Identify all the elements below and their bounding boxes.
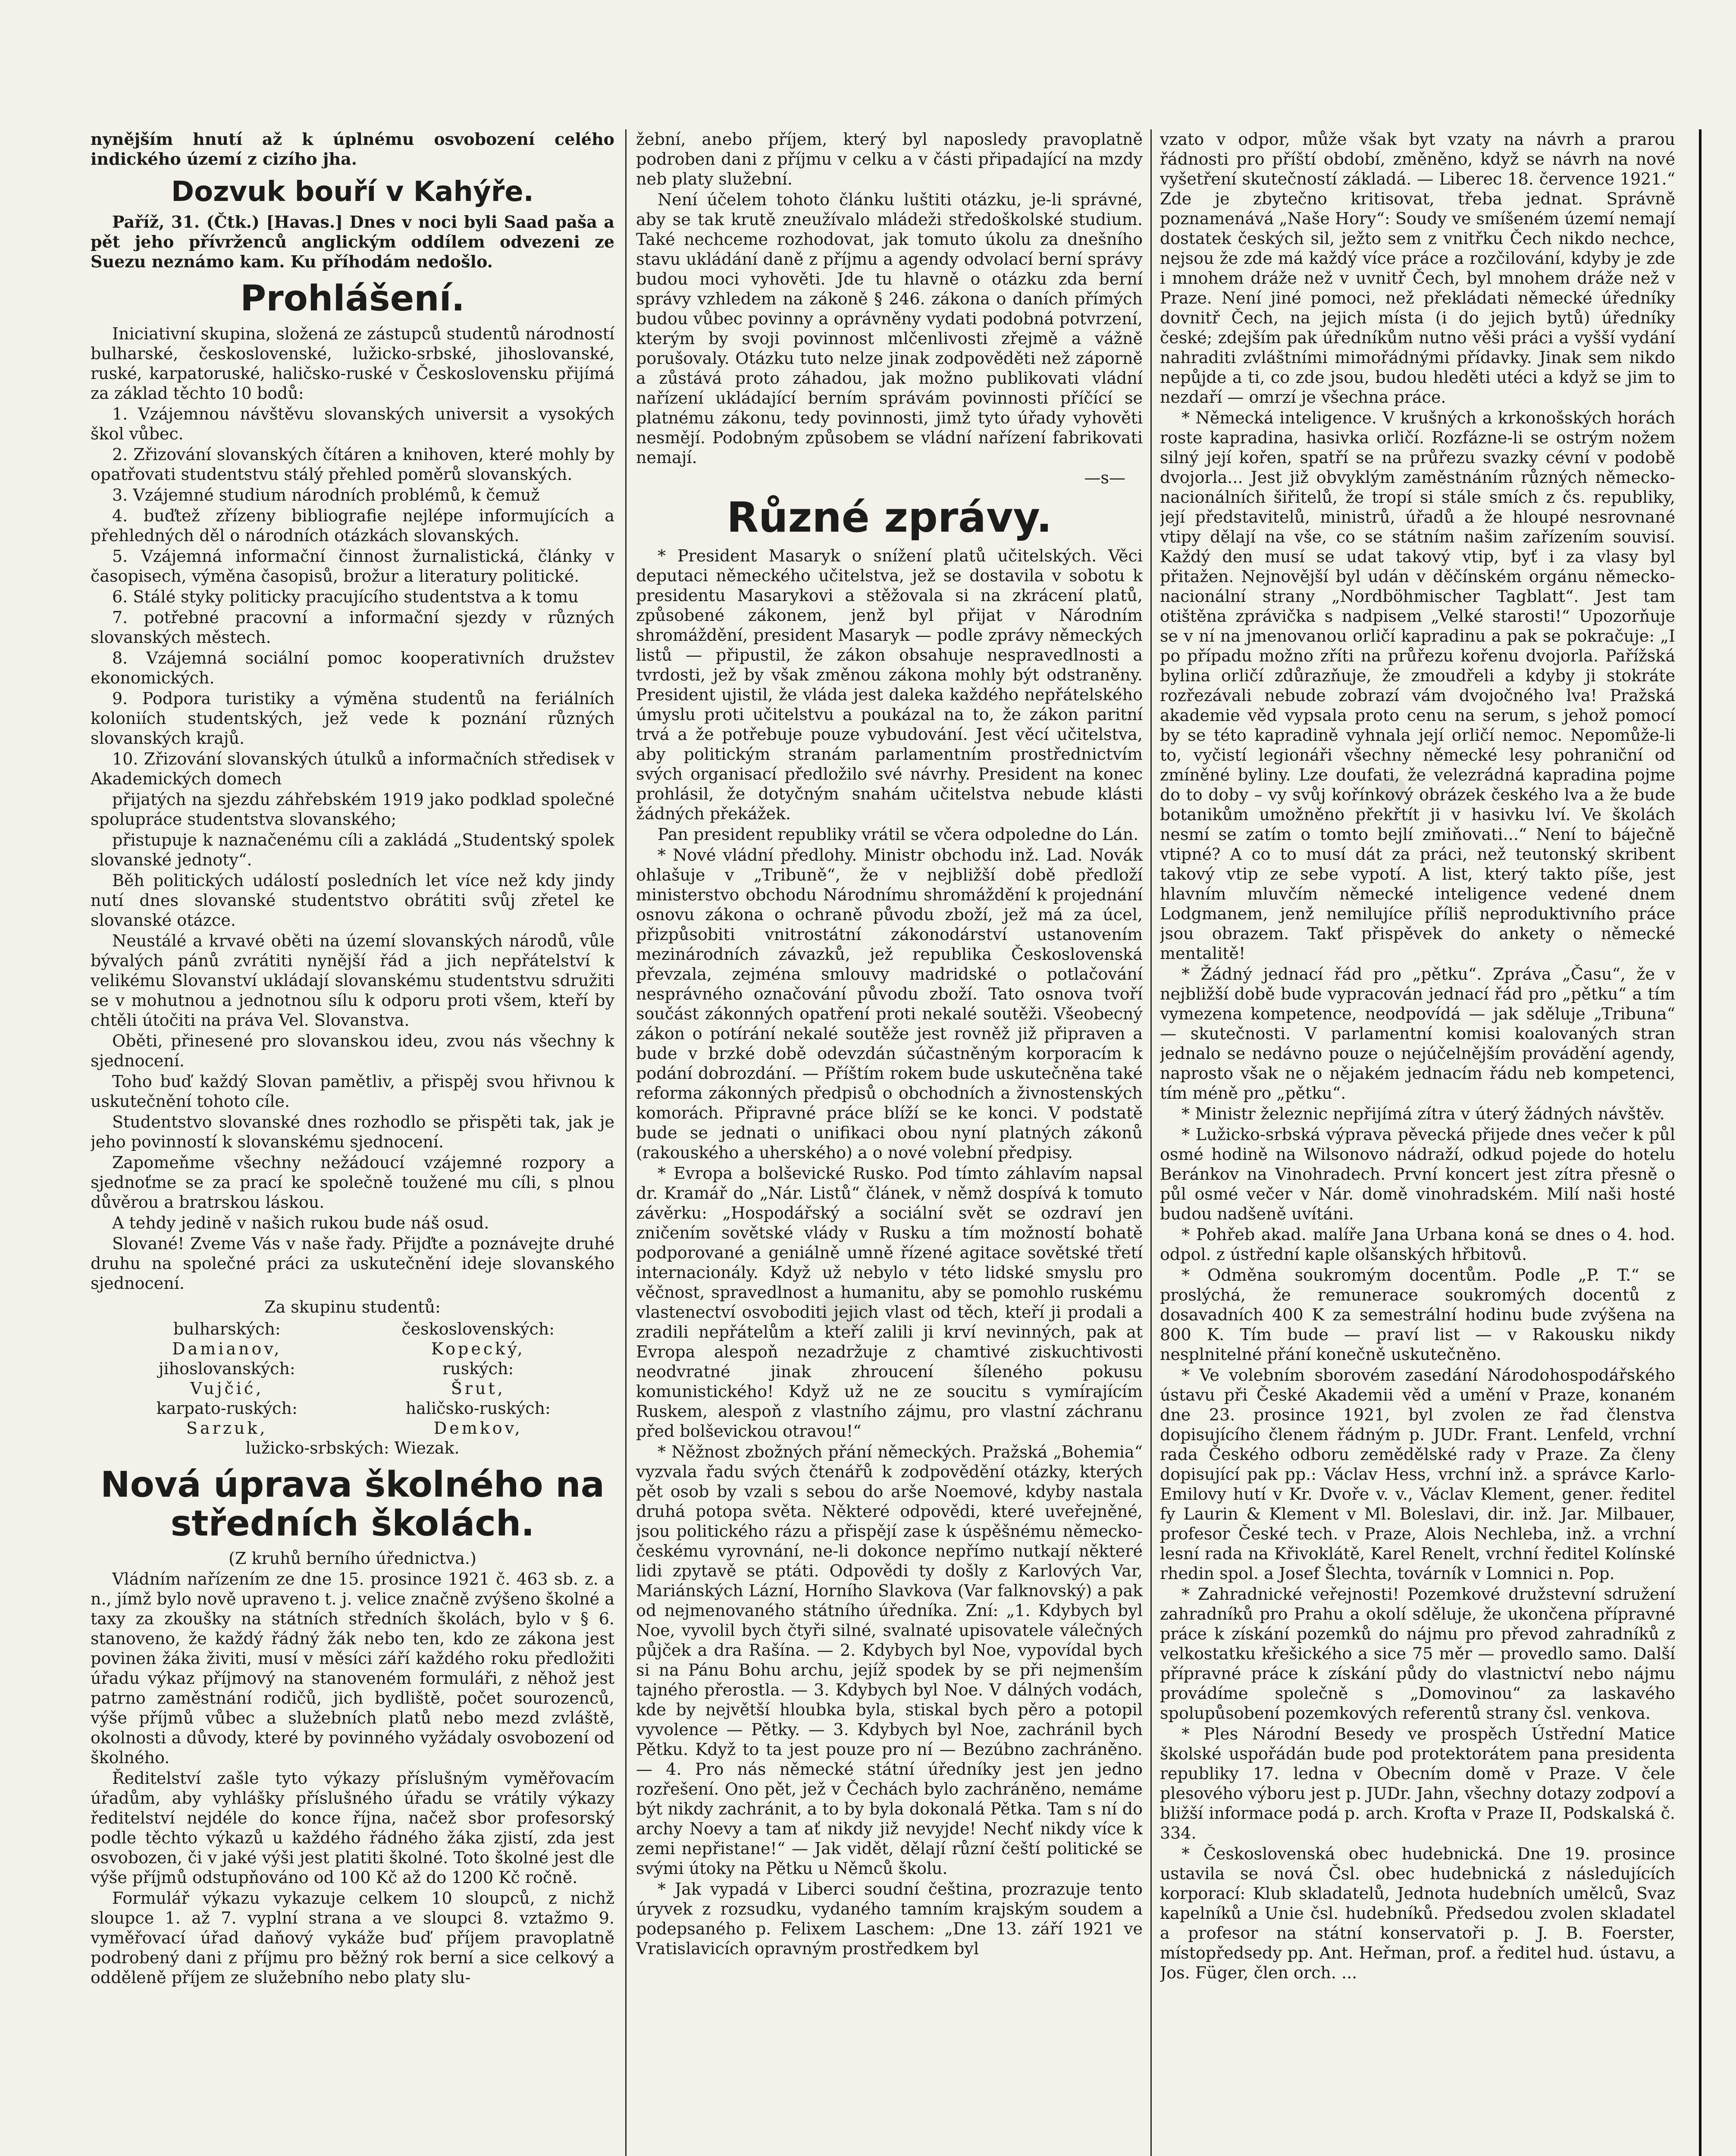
prohlaseni-point: 8. Vzájemná sociální pomoc kooperativních družstev ekonomických. — [91, 648, 614, 687]
prohlaseni-paragraph: Iniciativní skupina, složená ze zástupců studentů národností bulharské, československé, lužicko-srbské, jihoslovanské, ruské, karpatoruské, haličsko-ruské v Československu přijímá za základ těchto 10 bodů: — [91, 324, 614, 403]
prohlaseni-point: 4. buďtež zřízeny bibliografie nejlépe informujících a přehledných děl o národních otázkách slovanských. — [91, 506, 614, 545]
prohlaseni-point: 3. Vzájemné studium národních problémů, k čemuž — [112, 485, 540, 505]
signature-cell: karpato-ruských: — [156, 1398, 298, 1418]
prohlaseni-paragraph: přistupuje k naznačenému cíli a zakládá „Studentský spolek slovanské jednoty“. — [91, 830, 614, 869]
kahyre-text: Paříž, 31. (Čtk.) [Havas.] Dnes v noci byli Saad paša a pět jeho přívrženců anglickým oddílem odvezeni ze Suezu neznámo kam. Ku příhodám nedošlo. — [91, 212, 614, 272]
signature-cell: Šrut, — [451, 1379, 505, 1398]
prohlaseni-point: 5. Vzájemná informační činnost žurnalistická, články v časopisech, výměna časopisů, brožur a literatury politické. — [91, 546, 614, 586]
zpravy-headline: Různé zprávy. — [727, 493, 1052, 542]
news-item: * Lužicko-srbská výprava pěvecká přijede dnes večer k půl osmé hodině na Wilsonovo nádraží, odkud pojede do hotelu Beránkov na Vinohradech. První koncert jest zítra přesně o půl osmé večer v Nár. domě vinohradském. Milí naši hosté budou nadšeně uvítáni. — [1160, 1125, 1675, 1223]
uprava-subtitle: (Z kruhů berního úřednictva.) — [229, 1548, 476, 1568]
news-item: vzato v odpor, může však byt vzaty na návrh a prarou řádnosti pro příští období, změněno, když se návrh na nové vyšetření skutečností základá. — Liberec 18. července 1921.“ Zde je zbytečno kritisovat, třeba jednat. Správně poznamenává „Naše Hory“: Soudy ve smíšeném území nemají dostatek českých sil, ježto sem z vnitřku Čech nikdo nechce, nejsou že zde má každý více práce a rozčilování, kdyby je zde i mnohem dráže než v uvnitř Čech, byl mnohem dráže než v Praze. Není jiné pomoci, než překládati německé úředníky dovnitř Čech, na jejich místa (i do jejich bytů) úředníky české; zdejším pak úředníkům nutno věši práci a vyšší vydání nahraditi zvláštními mimořádnými přídavky. Jinak sem nikdo nepůjde a ti, co zde jsou, budou hleděti utéci a když se jim to nezdaří — omrzí je všechna práce. — [1160, 130, 1675, 407]
news-item: * Zahradnické veřejnosti! Pozemkové družstevní sdružení zahradníků pro Prahu a okolí sděluje, že ukončena přípravné práce k získání pozemků do nájmu pro převod zahradníků z velkostatku křešického a sice 75 měr — provedlo samo. Další přípravné práce k získání půdy do vlastnictví nebo nájmu provádíme společně s „Domovinou“ za laskavého spolupůsobení pozemkových referentů strany čsl. venkova. — [1160, 1585, 1675, 1723]
news-item: * Nové vládní předlohy. Ministr obchodu inž. Lad. Novák ohlašuje v „Tribuně“, že v nejbližší době předloží ministerstvo obchodu Národnímu shromáždění k projednání osnovu zákona o ochraně původu zboží, jež má za úcel, přizpůsobiti vnitrostátní zákonodárství ustanovením mezinárodních závazků, jež republika Československá převzala, zejména smlouvy madridské o potlačování nesprávného označování původu zboží. Tato osnova tvoří součást zákonných opatření proti nekalé soutěži. Všeobecný zákon o potírání nekalé soutěže jest rovněž již připraven a bude v brzké době odevzdán súčastněným korporacím k podání dobrozdání. — Příštím rokem bude uskutečněna také reforma zákonných předpisů o obchodních a živnostenských komorách. Připravné práce blíží se ke konci. V podstatě bude se jednati o unifikaci obou nyní platných zákonů (rakouského a uherského) a o nové volební předpisy. — [636, 845, 1143, 1162]
signature-cell: ruských: — [442, 1359, 514, 1378]
prohlaseni-paragraph: Oběti, přinesené pro slovanskou ideu, zvou nás všechny k sjednocení. — [91, 1031, 614, 1070]
prohlaseni-paragraph: A tehdy jedině v našich rukou bude náš osud. — [112, 1213, 489, 1232]
signature-cell: jihoslovanských: — [158, 1359, 295, 1378]
column-3 — [1160, 129, 1675, 2156]
prohlaseni-point: 6. Stálé styky politicky pracujícího studentstva a k tomu — [112, 587, 579, 606]
news-item: * Něžnost zbožných přání německých. Pražská „Bohemia“ vyzvala řadu svých čtenářů k zodpovědění otázky, kterých pět osob by vzali s sebou do arše Noemové, kdyby nastala druhá potopa světa. Některé odpovědi, které uveřejněné, jsou politického rázu a přispějí zase k úspěšnému německo-českému vyrovnání, ne-li dokonce nepřímo nutkají některé lidi zpytavě se ptáti. Odpovědi ty došly z Karlových Var, Mariánských Lázní, Horního Slavkova (Var falknovský) a pak od nejmenovaného státního úředníka. Zní: „1. Kdybych byl Noe, vyvolil bych čtyři silné, svalnaté upisovatele válečných půjček a dra Rašína. — 2. Kdybych byl Noe, vypovídal bych si na Pánu Bohu archu, jejíž spodek by se při nejmenším tajného přerostla. — 3. Kdybych byl Noe. V dálných vodách, kde by největší hloubka byla, stiskal bych pěro a potopil vyvolence — Pětky. — 3. Kdybych byl Noe, zachránil bych Pětku. Když to ta jest pouze pro ní — Bezúbno zachráněno. — 4. Pro nás německé státní úředníky jest jen jedno rozřešení. Ono pět, jež v Čechách bylo zachráněno, nemáme být nikdy zachránit, a to by byla dokonalá Pětka. Tam s ní do archy Noevy a tam ať nikdy již nevyjde! Nechť nikdy více k zemi nepřistane!“ — Jak vidět, dělají různí čeští politické se svými útoky na Pětku u Němců školu. — [636, 1442, 1143, 1878]
column-divider — [625, 129, 627, 2156]
news-item: * Československá obec hudebnická. Dne 19. prosince ustavila se nová Čsl. obec hudebnická z následujících korporací: Klub skladatelů, Jednota hudebních umělců, Svaz kapelníků a Unie čsl. hudebníků. Předsedou zvolen skladatel a profesor na státní konservatoři p. J. B. Foerster, místopředsedy pp. Ant. Heřman, prof. a ředitel hud. ústavu, a Jos. Füger, člen orch. ... — [1160, 1844, 1675, 1982]
signature-cell: bulharských: — [173, 1319, 281, 1338]
news-item: * Německá inteligence. V krušných a krkonošských horách roste kapradina, hasivka orličí. Rozfázne-li se ostrým nožem silný její kořen, spatří se na průřezu svazky cévní v podobě dvojorla... Jest již obvyklým zaměstnáním různých německo-nacionálních šiřitelů, že tropí si stále smích z čs. republiky, její představitelů, ministrů, úřadů a že hloupé nesrovnané vtipy dělají na vše, co se státním našim zařízením souvisí. Každý den musí se udat takový vtip, byť i za vlasy byl přitažen. Nejnovější byl udán v děčínském orgánu německo-nacionální strany „Nordböhmischer Tagblatt“. Jest tam otištěna zprávička s nadpisem „Velké starosti!“ Upozorňuje se v ní na jmenovanou orličí kapradinu a pak se pokračuje: „I po případu možno zříti na průřezu kořenu dvojorla. Pařížská bylina orličí zdůrazňuje, že zmoudřeli a kdyby ji stokráte rozřezávali nebude zobrazí vám dvojočného lva! Pražská akademie věd vypsala proto cenu na serum, s jehož pomocí by se této kapradině vyhnala její orličí nemoc. Nepomůže-li to, vyčistí legionáři všechny německé lesy pohraniční od zmíněné byliny. Lze doufati, že velezrádná kapradina pojme do to doby – vy svůj kořínkový obrázek českého lva a že bude botanikům umožněno překřtít ji v hasivku lví. Ve školách nesmí se zatím o tomto bejlí zmiňovati...“ Není to báječně vtipné? A co to musí dát za práci, než teutonský skribent takový vtip ze sebe vypotí. A list, který takto píše, jest hlavním mluvčím německé inteligence vedené dnem Lodgmanem, jenž nemilujíce příliš neproduktivního práce jsou obrazem. Takť přispěvek do ankety o německé mentalitě! — [1160, 408, 1675, 963]
article-paragraph: Není účelem tohoto článku luštiti otázku, je-li správné, aby se tak krutě zneužívalo mládeži středoškolské studium. Také nechceme rozhodovat, jak tomuto úkolu za dnešního stavu ukládání daně z příjmu a agendy odvolací berní správy budou moci vyhověti. Jde tu hlavně o otázku zda berní správy vzhledem na zákoně § 246. zákona o daních přímých budou vůbec povinny a oprávněny vydati podobná potvrzení, kterým by svoji povinnost mlčenlivosti zřejmě a vážně porušovaly. Otázku tuto nelze jinak zodpověděti než záporně a zůstává proto záhadou, jak možno publikovati vládní nařízení ukládající berním správám povinnosti příčící se platnému zákonu, tedy povinnosti, jimž tyto úřady vyhověti nesmějí. Podobným způsobem se vládní nařízení fabrikovati nemají. — [636, 190, 1143, 467]
news-item: * Odměna soukromým docentům. Podle „P. T.“ se proslýchá, že remunerace soukromých docentů z dosavadních 400 K za semestrální hodinu bude zvýšena na 800 K. Tím bude — praví list — v Rakousku nikdy nesplnitelné přání konečně uskutečněno. — [1160, 1266, 1675, 1364]
prohlaseni-point: 10. Zřizování slovanských útulků a informačních středisek v Akademických domech — [91, 749, 614, 788]
prohlaseni-point: 9. Podpora turistiky a výměna studentů na feriálních koloniích studentských, jež vede k poznání různých slovanských krajů. — [91, 689, 614, 748]
article-paragraph: žební, anebo příjem, který byl naposledy pravoplatně podroben dani z příjmu v celku a v části připadající na mzdy neb platy služební. — [636, 130, 1143, 188]
signature-cell: lužicko-srbských: Wiezak. — [245, 1438, 460, 1457]
prohlaseni-point: 1. Vzájemnou návštěvu slovanských universit a vysokých škol vůbec. — [91, 404, 614, 443]
news-item: * Ples Národní Besedy ve prospěch Ústřední Matice školské uspořádán bude pod protektorátem pana presidenta republiky 17. ledna v Obecním domě v Praze. V čele plesového výboru jest p. JUDr. Jahn, všechny dotazy zodpoví a bližší informace podá p. arch. Krofta v Praze II, Podskalská č. 334. — [1160, 1724, 1675, 1843]
signature-cell: Vujčić, — [190, 1379, 264, 1398]
signature-cell: československých: — [401, 1319, 555, 1338]
news-item: Pan president republiky vrátil se včera odpoledne do Lán. — [658, 824, 1139, 844]
uprava-headline: Nová úprava školného na středních školách. — [100, 1464, 605, 1544]
prohlaseni-paragraph: Studentstvo slovanské dnes rozhodlo se přispěti tak, jak je jeho povinností k slovanskému sjednocení. — [91, 1112, 614, 1151]
page-edge — [1699, 129, 1702, 2156]
news-item: * Ministr železnic nepřijímá zítra v úterý žádných návštěv. — [1181, 1104, 1665, 1123]
article-signature: —s— — [1084, 468, 1125, 487]
prohlaseni-paragraph: Běh politických událostí posledních let více než kdy jindy nutí dnes slovanské studentstvo obrátiti svůj zřetel ke slovanské otázce. — [91, 871, 614, 930]
column-2 — [636, 129, 1143, 2156]
news-item: * Evropa a bolševické Rusko. Pod tímto záhlavím napsal dr. Kramář do „Nár. Listů“ článek, v němž dospívá k tomuto závěrku: „Hospodářský a sociální svět se ozdraví jen zničením sovětské vlády v Rusku a tím možností bohatě podporované a geniálně umně řízené agitace sovětské třetí internacionály. Když už nebylo v této lidské smyslu pro věčnost, spravedlnost a humanitu, aby se pomohlo ruskému vlastenectví osvoboditi jejich vlast od těch, kteří ji prodali a zradili nepřátelům a kteří zalili ji krví nevinných, pak at Evropa alespoň nezadržuje z chamtivé ziskuchtivosti neodvratné jinak zhroucení šíleného pokusu komunistického! Když už ne ze soucitu s vymírajícím Ruskem, alespoň z vlastního zájmu, pro vlastní záchranu před bolševickou otravou!“ — [636, 1163, 1143, 1441]
signature-cell: Kopecký, — [431, 1339, 525, 1358]
news-item: * President Masaryk o snížení platů učitelských. Věci deputaci německého učitelstva, jež se dostavila v sobotu k presidentu Masarykovi a stěžovala si na zkrácení platů, způsobené zákonem, jenž byl přijat v Národním shromáždění, president Masaryk — podle zprávy německých listů — připustil, že zákon obsahuje nespravedlnosti a tvrdosti, jež by však změnou zákona mohly být odstraněny. President ujistil, že vláda jest daleka každého nepřátelského úmyslu proti učitelstvu a poukázal na to, že zákon paritní trvá a že potřebuje pouze vybudování. Jest věcí učitelstva, aby politickým stranám parlamentním prostřednictvím svých organisací předložilo své návrhy. President na konec prohlásil, že dotyčným snahám učitelstva nebude klásti žádných překážek. — [636, 546, 1143, 823]
signature-cell: Demkov, — [433, 1418, 523, 1438]
news-item: * Jak vypadá v Liberci soudní čeština, prozrazuje tento úryvek z rozsudku, vydaného tamním krajským soudem a podepsaného p. Felixem Laschem: „Dne 13. září 1921 ve Vratislavicích opravným prostředkem byl — [636, 1879, 1143, 1958]
prohlaseni-headline: Prohlášení. — [240, 278, 465, 320]
intro-text: nynějším hnutí až k úplnému osvobození celého indického území z cizího jha. — [91, 129, 614, 169]
signature-cell: haličsko-ruských: — [405, 1398, 551, 1418]
prohlaseni-paragraph: Zapomeňme všechny nežádoucí vzájemné rozpory a sjednoťme se za prací ke společně toužené mu cíli, s plnou důvěrou a bratrskou láskou. — [91, 1153, 614, 1212]
prohlaseni-paragraph: Toho buď každý Slovan pamětliv, a přispěj svou hřivnou k uskutečnění tohoto cíle. — [91, 1072, 614, 1111]
signature-heading: Za skupinu studentů: — [264, 1297, 441, 1316]
uprava-paragraph: Formulář výkazu vykazuje celkem 10 sloupců, z nichž sloupce 1. až 7. vyplní strana a ve sloupci 8. vztažmo 9. vyměřovací úřad daňový vykáže buď příjem pravoplatně podrobený dani z příjmu pro běžný rok berní a sice celkový a odděleně příjem ze služebního nebo platy slu- — [91, 1888, 614, 1987]
news-item: * Pohřeb akad. malíře Jana Urbana koná se dnes o 4. hod. odpol. z ústřední kaple olšanských hřbitovů. — [1160, 1225, 1675, 1264]
prohlaseni-paragraph: Slované! Zveme Vás v naše řady. Přijďte a poznávejte druhé druhu na společné práci za uskutečnění ideje slovanského sjednocení. — [91, 1234, 614, 1293]
kahyre-headline: Dozvuk bouří v Kahýře. — [171, 176, 534, 208]
prohlaseni-point: 2. Zřizování slovanských čítáren a knihoven, které mohly by opatřovati studentstvu stálý přehled poměrů slovanských. — [91, 445, 614, 484]
news-item: * Žádný jednací řád pro „pětku“. Zpráva „Času“, že v nejbližší době bude vypracován jednací řád pro „pětku“ a tím vymezena kompetence, neodpovídá — jak sděluje „Tribuna“ — skutečnosti. V parlamentní komisi koalovaných stran jednalo se nedávno pouze o nejúčelnějším provádění agendy, naprosto však ne o nějakém jednacím řádu neb kompetenci, tím méně pro „pětku“. — [1160, 965, 1675, 1103]
prohlaseni-paragraph: Neustálé a krvavé oběti na území slovanských národů, vůle bývalých pánů zvrátiti nynější řád a jich nepřátelství k velikému Slovanství ukládají slovanskému studentstvu sdružiti se v mohutnou a jednotnou sílu k odporu proti všem, kteří by chtěli útočiti na práva Vel. Slovanstva. — [91, 931, 614, 1030]
prohlaseni-point: 7. potřebné pracovní a informační sjezdy v různých slovanských městech. — [91, 608, 614, 647]
column-1 — [91, 129, 614, 2156]
signature-cell: Damianov, — [172, 1339, 282, 1358]
news-item: * Ve volebním sborovém zasedání Národohospodářského ústavu při České Akademii věd a umění v Praze, konaném dne 23. prosince 1921, byl zvolen ze řad členstva dopisujícího členem řádným p. JUDr. Frant. Lenfeld, vrchní rada Českého odboru zemědělské rady v Praze. Za členy dopisující pak pp.: Václav Hess, vrchní inž. a správce Karlo-Emilovy hutí v Kr. Dvoře v. v., Václav Klement, gener. ředitel fy Laurin & Klement v Ml. Boleslavi, dir. inž. Jar. Milbauer, profesor České tech. v Praze, Alois Nechleba, inž. a vrchní lesní rada na Křivoklátě, Karel Renelt, vrchní ředitel Kolínské rhedin spol. a Josef Šlechta, továrník v Lomnici n. Pop. — [1160, 1366, 1675, 1583]
uprava-paragraph: Vládním nařízením ze dne 15. prosince 1921 č. 463 sb. z. a n., jímž bylo nově upraveno t. j. velice značně zvýšeno školné a taxy za zkoušky na státních středních školách, bylo v § 6. stanoveno, že každý řádný žák nebo ten, kdo ze zákona jest povinen žáka živiti, musí v měsíci září každého roku předložiti úřadu výkaz příjmový na stanoveném formuláři, z něhož jest patrno zaměstnání rodičů, jich bydliště, počet sourozenců, výše příjmů vůbec a služebních platů nebo mezd zvláště, okolnosti a důvody, které by povinného vyžádaly osvobození od školného. — [91, 1569, 614, 1767]
column-divider — [1150, 129, 1152, 2156]
uprava-paragraph: Ředitelství zašle tyto výkazy příslušným vyměřovacím úřadům, aby vyhlášky příslušného úřadu se vrátily výkazy ředitelství nejdéle do konce října, načež sbor profesorský podle těchto výkazů u každého řádného žáka zjistí, zda jest osvobozen, či v jaké výši jest platiti školné. Toto školné jest dle výše příjmů odstupňováno od 100 Kč až do 1200 Kč ročně. — [91, 1768, 614, 1887]
prohlaseni-paragraph: přijatých na sjezdu záhřebském 1919 jako podklad společné spolupráce studentstva slovanského; — [91, 790, 614, 829]
signature-cell: Sarzuk, — [186, 1418, 268, 1438]
signature-grid — [108, 1319, 597, 1458]
